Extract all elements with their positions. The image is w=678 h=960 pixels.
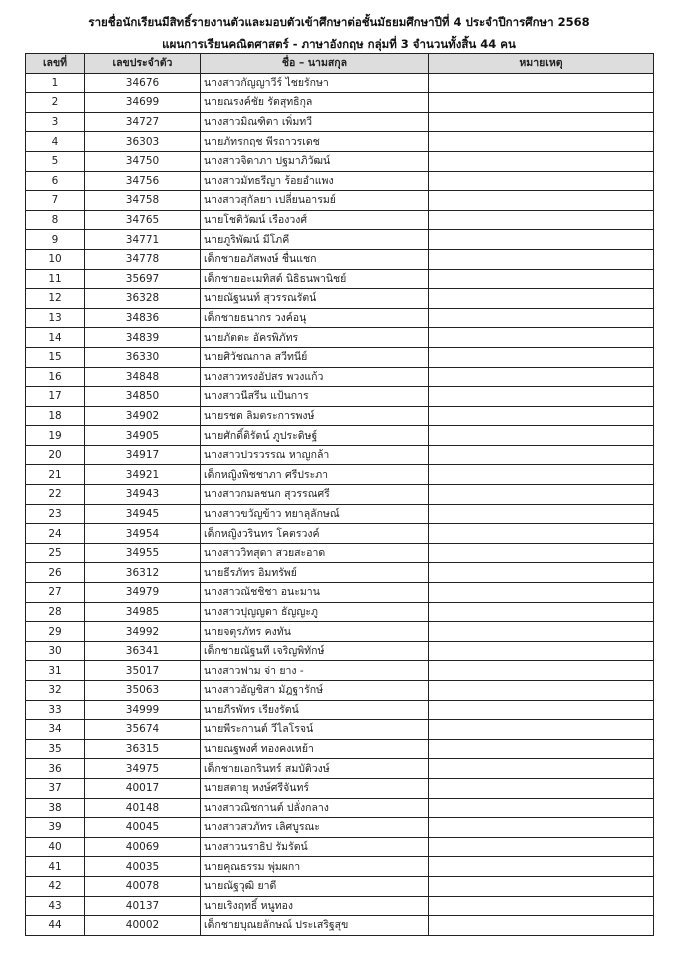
cell-number: 10 [26, 249, 85, 269]
table-row [26, 739, 654, 759]
cell-remarks [429, 230, 654, 250]
header-student-id: เลขประจำตัว [85, 54, 201, 74]
cell-full-name: นางสาวทรงอัปสร พวงแก้ว [201, 367, 429, 387]
cell-number: 24 [26, 524, 85, 544]
cell-full-name: นางสาวณัชชิชา อนะมาน [201, 583, 429, 603]
cell-full-name: นายณัฐนนท์ สุวรรณรัตน์ [201, 289, 429, 309]
cell-student-id: 34676 [85, 73, 201, 93]
cell-remarks [429, 602, 654, 622]
cell-remarks [429, 720, 654, 740]
cell-remarks [429, 289, 654, 309]
cell-number: 11 [26, 269, 85, 289]
cell-remarks [429, 347, 654, 367]
table-row [26, 700, 654, 720]
cell-student-id: 40002 [85, 916, 201, 936]
cell-full-name: นางสาวปวรวรรณ หาญกล้า [201, 445, 429, 465]
table-row [26, 210, 654, 230]
table-row [26, 857, 654, 877]
cell-remarks [429, 328, 654, 348]
cell-student-id: 40148 [85, 798, 201, 818]
cell-number: 35 [26, 739, 85, 759]
cell-student-id: 35063 [85, 681, 201, 701]
table-row [26, 367, 654, 387]
cell-full-name: นางสาวกัญญาวีร์ ไชยรักษา [201, 73, 429, 93]
cell-student-id: 34917 [85, 445, 201, 465]
cell-number: 36 [26, 759, 85, 779]
cell-full-name: นายคุณธรรม พุ่มผกา [201, 857, 429, 877]
cell-student-id: 34992 [85, 622, 201, 642]
table-row [26, 289, 654, 309]
cell-remarks [429, 818, 654, 838]
cell-student-id: 40078 [85, 876, 201, 896]
cell-student-id: 34699 [85, 93, 201, 113]
cell-student-id: 40035 [85, 857, 201, 877]
cell-full-name: เด็กชายเอกรินทร์ สมบัติวงษ์ [201, 759, 429, 779]
cell-student-id: 34727 [85, 112, 201, 132]
cell-remarks [429, 504, 654, 524]
cell-full-name: นายเริงฤทธิ์ หนูทอง [201, 896, 429, 916]
table-row [26, 543, 654, 563]
cell-remarks [429, 798, 654, 818]
cell-full-name: นายณฐพงศ์ ทองคงเหย้า [201, 739, 429, 759]
cell-number: 1 [26, 73, 85, 93]
cell-full-name: นายสตายุ หงษ์ศรีจันทร์ [201, 778, 429, 798]
cell-student-id: 34836 [85, 308, 201, 328]
table-row [26, 485, 654, 505]
cell-student-id: 34979 [85, 583, 201, 603]
cell-full-name: นายโชติวัฒน์ เรืองวงศ์ [201, 210, 429, 230]
cell-number: 27 [26, 583, 85, 603]
table-row [26, 191, 654, 211]
cell-student-id: 34765 [85, 210, 201, 230]
table-row [26, 896, 654, 916]
header-number: เลขที่ [26, 54, 85, 74]
cell-remarks [429, 524, 654, 544]
table-row [26, 504, 654, 524]
table-row [26, 328, 654, 348]
table-row [26, 132, 654, 152]
table-row [26, 230, 654, 250]
table-row [26, 778, 654, 798]
document-subtitle: แผนการเรียนคณิตศาสตร์ - ภาษาอังกฤษ กลุ่มที่ 3 จำนวนทั้งสิ้น 44 คน [162, 37, 516, 51]
cell-number: 13 [26, 308, 85, 328]
cell-student-id: 34839 [85, 328, 201, 348]
table-row [26, 916, 654, 936]
cell-full-name: เด็กชายณัฐนที เจริญพิทักษ์ [201, 641, 429, 661]
cell-number: 40 [26, 837, 85, 857]
table-row [26, 269, 654, 289]
cell-full-name: นายศักดิ์ติรัตน์ ภูประดิษฐ์ [201, 426, 429, 446]
cell-remarks [429, 93, 654, 113]
cell-number: 12 [26, 289, 85, 309]
table-row [26, 249, 654, 269]
cell-full-name: นางสาวขวัญข้าว ทยาลุลักษณ์ [201, 504, 429, 524]
table-row [26, 563, 654, 583]
cell-remarks [429, 641, 654, 661]
table-row [26, 308, 654, 328]
cell-full-name: นายศิวัชณกาล สวีทนีย์ [201, 347, 429, 367]
cell-student-id: 40137 [85, 896, 201, 916]
cell-full-name: นางสาวมัทธรีญา ร้อยอำแพง [201, 171, 429, 191]
cell-student-id: 34750 [85, 151, 201, 171]
table-row [26, 112, 654, 132]
cell-full-name: นางสาวจิดาภา ปฐมาภิวัฒน์ [201, 151, 429, 171]
cell-student-id: 34943 [85, 485, 201, 505]
cell-remarks [429, 759, 654, 779]
table-row [26, 681, 654, 701]
cell-student-id: 35674 [85, 720, 201, 740]
cell-remarks [429, 171, 654, 191]
cell-number: 4 [26, 132, 85, 152]
cell-remarks [429, 73, 654, 93]
cell-full-name: นางสาวกมลชนก สุวรรณศรี [201, 485, 429, 505]
cell-student-id: 34905 [85, 426, 201, 446]
cell-student-id: 34921 [85, 465, 201, 485]
cell-number: 43 [26, 896, 85, 916]
table-row [26, 465, 654, 485]
cell-number: 16 [26, 367, 85, 387]
cell-remarks [429, 191, 654, 211]
cell-remarks [429, 916, 654, 936]
cell-full-name: นายจตุรภัทร คงทัน [201, 622, 429, 642]
cell-student-id: 34758 [85, 191, 201, 211]
cell-full-name: นายธีรภัทร อิมทรัพย์ [201, 563, 429, 583]
cell-full-name: นางสาววิทสุดา สวยสะอาด [201, 543, 429, 563]
header-full-name: ชื่อ – นามสกุล [201, 54, 429, 74]
table-row [26, 818, 654, 838]
table-row [26, 93, 654, 113]
cell-student-id: 36341 [85, 641, 201, 661]
cell-full-name: นายรชต ลิมตระการพงษ์ [201, 406, 429, 426]
cell-number: 29 [26, 622, 85, 642]
cell-number: 21 [26, 465, 85, 485]
document-title: รายชื่อนักเรียนมีสิทธิ์รายงานตัวและมอบตัวเข้าศึกษาต่อชั้นมัธยมศึกษาปีที่ 4 ประจำปีการศึกษา 2568 [88, 15, 590, 29]
cell-number: 25 [26, 543, 85, 563]
cell-student-id: 36315 [85, 739, 201, 759]
cell-student-id: 34771 [85, 230, 201, 250]
table-row [26, 798, 654, 818]
cell-full-name: เด็กหญิงวรินทร โคตรวงค์ [201, 524, 429, 544]
cell-student-id: 34985 [85, 602, 201, 622]
cell-remarks [429, 445, 654, 465]
cell-full-name: นางสาวฟาม จ่า ยาง - [201, 661, 429, 681]
cell-remarks [429, 778, 654, 798]
cell-remarks [429, 681, 654, 701]
cell-number: 37 [26, 778, 85, 798]
cell-student-id: 34955 [85, 543, 201, 563]
cell-remarks [429, 876, 654, 896]
cell-number: 5 [26, 151, 85, 171]
table-row [26, 641, 654, 661]
cell-number: 22 [26, 485, 85, 505]
cell-number: 2 [26, 93, 85, 113]
cell-student-id: 34975 [85, 759, 201, 779]
cell-full-name: เด็กหญิงพิชชาภา ศรีประภา [201, 465, 429, 485]
cell-full-name: นายภีรพัทร เรียงรัตน์ [201, 700, 429, 720]
cell-full-name: นางสาวปุญญดา ธัญญะภู [201, 602, 429, 622]
cell-number: 3 [26, 112, 85, 132]
cell-remarks [429, 210, 654, 230]
cell-number: 34 [26, 720, 85, 740]
cell-remarks [429, 563, 654, 583]
cell-full-name: นางสาวอัญชิสา มัฎฐารักษ์ [201, 681, 429, 701]
cell-student-id: 40069 [85, 837, 201, 857]
cell-remarks [429, 700, 654, 720]
cell-student-id: 34999 [85, 700, 201, 720]
cell-full-name: นายภูริพัฒน์ มีโภคี [201, 230, 429, 250]
cell-student-id: 36303 [85, 132, 201, 152]
cell-student-id: 34902 [85, 406, 201, 426]
table-row [26, 583, 654, 603]
cell-student-id: 36312 [85, 563, 201, 583]
cell-student-id: 34850 [85, 387, 201, 407]
cell-remarks [429, 661, 654, 681]
cell-full-name: นางสาวสวภัทร เลิศบูรณะ [201, 818, 429, 838]
table-row [26, 406, 654, 426]
cell-number: 15 [26, 347, 85, 367]
cell-student-id: 34954 [85, 524, 201, 544]
cell-number: 42 [26, 876, 85, 896]
header-remarks: หมายเหตุ [429, 54, 654, 74]
cell-full-name: นายณัฐวุฒิ ยาดี [201, 876, 429, 896]
table-row [26, 602, 654, 622]
table-row [26, 445, 654, 465]
table-row [26, 622, 654, 642]
cell-number: 6 [26, 171, 85, 191]
cell-student-id: 34848 [85, 367, 201, 387]
table-row [26, 661, 654, 681]
table-row [26, 720, 654, 740]
cell-full-name: นางสาวนีสรีน แป้นการ [201, 387, 429, 407]
cell-number: 9 [26, 230, 85, 250]
cell-student-id: 34945 [85, 504, 201, 524]
cell-remarks [429, 151, 654, 171]
cell-full-name: เด็กชายอะเมทิสต์ นิธิธนพานิชย์ [201, 269, 429, 289]
table-row [26, 387, 654, 407]
cell-student-id: 36328 [85, 289, 201, 309]
cell-number: 39 [26, 818, 85, 838]
cell-full-name: เด็กชายอภัสพงษ์ ชื่นแชก [201, 249, 429, 269]
cell-remarks [429, 132, 654, 152]
table-row [26, 171, 654, 191]
cell-number: 19 [26, 426, 85, 446]
cell-remarks [429, 739, 654, 759]
cell-number: 30 [26, 641, 85, 661]
table-row [26, 759, 654, 779]
cell-remarks [429, 308, 654, 328]
table-row [26, 347, 654, 367]
table-header-row [26, 54, 654, 74]
cell-number: 33 [26, 700, 85, 720]
student-table [25, 53, 654, 936]
cell-student-id: 34778 [85, 249, 201, 269]
cell-remarks [429, 485, 654, 505]
cell-number: 7 [26, 191, 85, 211]
cell-remarks [429, 249, 654, 269]
table-row [26, 876, 654, 896]
cell-number: 14 [26, 328, 85, 348]
cell-number: 8 [26, 210, 85, 230]
cell-remarks [429, 622, 654, 642]
cell-full-name: นางสาวมิณฑิตา เพิ่มทวี [201, 112, 429, 132]
cell-remarks [429, 112, 654, 132]
cell-remarks [429, 583, 654, 603]
cell-full-name: นางสาวนราธิป รัมรัตน์ [201, 837, 429, 857]
cell-number: 20 [26, 445, 85, 465]
cell-student-id: 34756 [85, 171, 201, 191]
cell-number: 44 [26, 916, 85, 936]
cell-remarks [429, 269, 654, 289]
cell-student-id: 35697 [85, 269, 201, 289]
cell-student-id: 40045 [85, 818, 201, 838]
cell-remarks [429, 543, 654, 563]
cell-remarks [429, 406, 654, 426]
cell-remarks [429, 426, 654, 446]
table-row [26, 151, 654, 171]
cell-full-name: นายภัทรกฤช พีรถาวรเดช [201, 132, 429, 152]
cell-full-name: นางสาวณิชกานต์ ปลั่งกลาง [201, 798, 429, 818]
cell-student-id: 35017 [85, 661, 201, 681]
table-row [26, 524, 654, 544]
table-row [26, 837, 654, 857]
cell-remarks [429, 857, 654, 877]
cell-number: 32 [26, 681, 85, 701]
cell-number: 41 [26, 857, 85, 877]
cell-full-name: เด็กชายบุณยลักษณ์ ประเสริฐสุข [201, 916, 429, 936]
cell-remarks [429, 367, 654, 387]
cell-number: 23 [26, 504, 85, 524]
cell-full-name: นายพีระกานต์ วีไลโรจน์ [201, 720, 429, 740]
table-row [26, 426, 654, 446]
cell-number: 28 [26, 602, 85, 622]
cell-remarks [429, 896, 654, 916]
cell-remarks [429, 387, 654, 407]
cell-remarks [429, 465, 654, 485]
cell-number: 18 [26, 406, 85, 426]
cell-number: 38 [26, 798, 85, 818]
cell-full-name: นายณรงค์ชัย รัตสุทธิกุล [201, 93, 429, 113]
cell-student-id: 40017 [85, 778, 201, 798]
cell-number: 26 [26, 563, 85, 583]
table-row [26, 73, 654, 93]
cell-full-name: เด็กชายธนากร วงค์อนุ [201, 308, 429, 328]
cell-full-name: นายภัตตะ อัครพิภัทร [201, 328, 429, 348]
cell-number: 31 [26, 661, 85, 681]
cell-student-id: 36330 [85, 347, 201, 367]
cell-full-name: นางสาวสุกัลยา เปลี่ยนอารมย์ [201, 191, 429, 211]
cell-remarks [429, 837, 654, 857]
cell-number: 17 [26, 387, 85, 407]
